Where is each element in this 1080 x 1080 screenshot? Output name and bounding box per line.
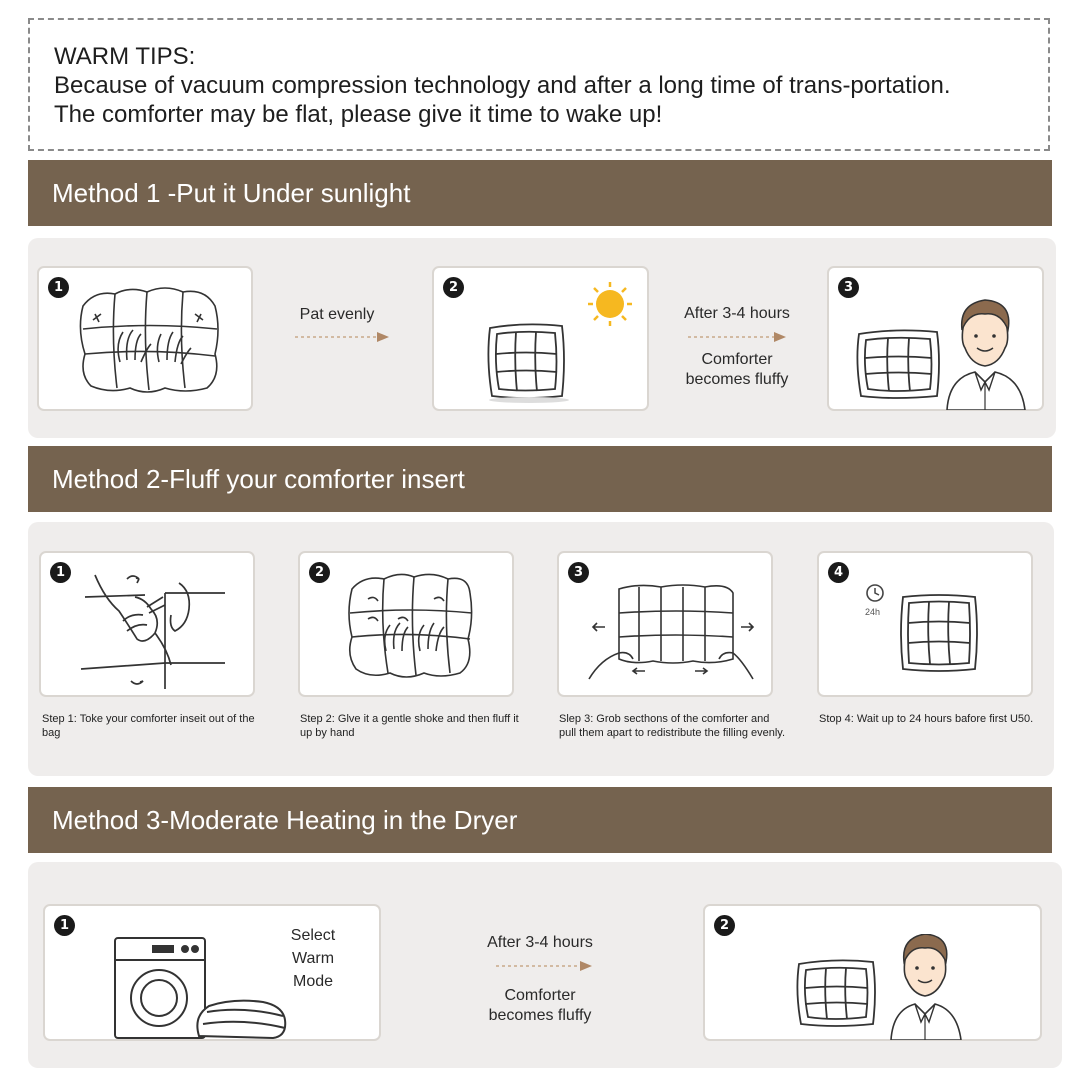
comforter-label: Comforter [701, 351, 773, 368]
comforter-sun-icon [484, 280, 634, 404]
method-2-title: Method 2-Fluff your comforter insert [52, 463, 465, 494]
step-number-badge: 2 [443, 277, 464, 298]
warm-tips-line-1: Because of vacuum compression technology and after a long time of trans-portation. [54, 72, 951, 99]
method-2-step-1-text: Step 1: Toke your comforter inseit out of the bag [42, 713, 255, 739]
comforter-icon [899, 593, 979, 673]
step-number-badge: 2 [309, 562, 330, 583]
method-2-header [28, 446, 1052, 512]
after-hours-label: After 3-4 hours [684, 305, 790, 322]
method-2-step-3-card [557, 551, 773, 697]
method-3-step-1-card [43, 904, 381, 1041]
warm-tips-line-2: The comforter may be flat, please give it time to wake up! [54, 101, 663, 128]
method-2-step-1-card [39, 551, 255, 697]
step-number-badge: 2 [714, 915, 735, 936]
comforter-person-icon [795, 934, 975, 1040]
clock-label: 24h [865, 607, 881, 617]
method-3-header [28, 787, 1052, 853]
select-label: Select [290, 927, 336, 944]
method-1-step-2-card [432, 266, 649, 411]
person-icon [947, 300, 1025, 410]
step-number-badge: 1 [48, 277, 69, 298]
method-1-header [28, 160, 1052, 226]
pull-apart-icon [583, 579, 759, 683]
method-1-step-1-card [37, 266, 253, 411]
method-2-step-2-text: Step 2: Glve it a gentle shoke and then fluff it up by hand [300, 713, 519, 739]
arrow-icon [496, 960, 594, 972]
warm-tips-box [28, 18, 1050, 151]
comforter-label: Comforter [504, 987, 576, 1004]
method-2-step-4-card [817, 551, 1033, 697]
method-3-title: Method 3-Moderate Heating in the Dryer [52, 804, 518, 835]
arrow-icon [295, 331, 391, 343]
becomes-fluffy-label: becomes fluffy [685, 371, 789, 388]
arrow-icon [688, 331, 788, 343]
method-2-step-3-text: Slep 3: Grob secthons of the comforter and pull them apart to redistribute the filling evenly. [559, 713, 786, 739]
pat-evenly-label: Pat evenly [299, 306, 375, 323]
person-icon [891, 934, 961, 1040]
step-number-badge: 1 [54, 915, 75, 936]
mode-label: Mode [292, 973, 334, 990]
method-2-step-4-text: Stop 4: Wait up to 24 hours bafore first U50. [819, 713, 1034, 725]
comforter-pat-icon [75, 284, 225, 396]
fluff-comforter-icon [344, 569, 474, 681]
sun-icon [588, 282, 632, 326]
warm-label: Warm [291, 950, 335, 967]
step-number-badge: 4 [828, 562, 849, 583]
step-number-badge: 3 [568, 562, 589, 583]
warm-tips-title: WARM TIPS: [54, 43, 196, 70]
method-3-step-2-card [703, 904, 1042, 1041]
method-1-title: Method 1 -Put it Under sunlight [52, 177, 411, 208]
method-2-step-2-card [298, 551, 514, 697]
after-hours-label: After 3-4 hours [487, 934, 593, 951]
comforter-person-icon [855, 298, 1035, 410]
becomes-fluffy-label: becomes fluffy [488, 1007, 592, 1024]
clock-icon [865, 583, 885, 603]
method-1-step-3-card [827, 266, 1044, 411]
dryer-icon [113, 936, 293, 1040]
step-number-badge: 1 [50, 562, 71, 583]
take-out-bag-icon [75, 569, 235, 693]
step-number-badge: 3 [838, 277, 859, 298]
